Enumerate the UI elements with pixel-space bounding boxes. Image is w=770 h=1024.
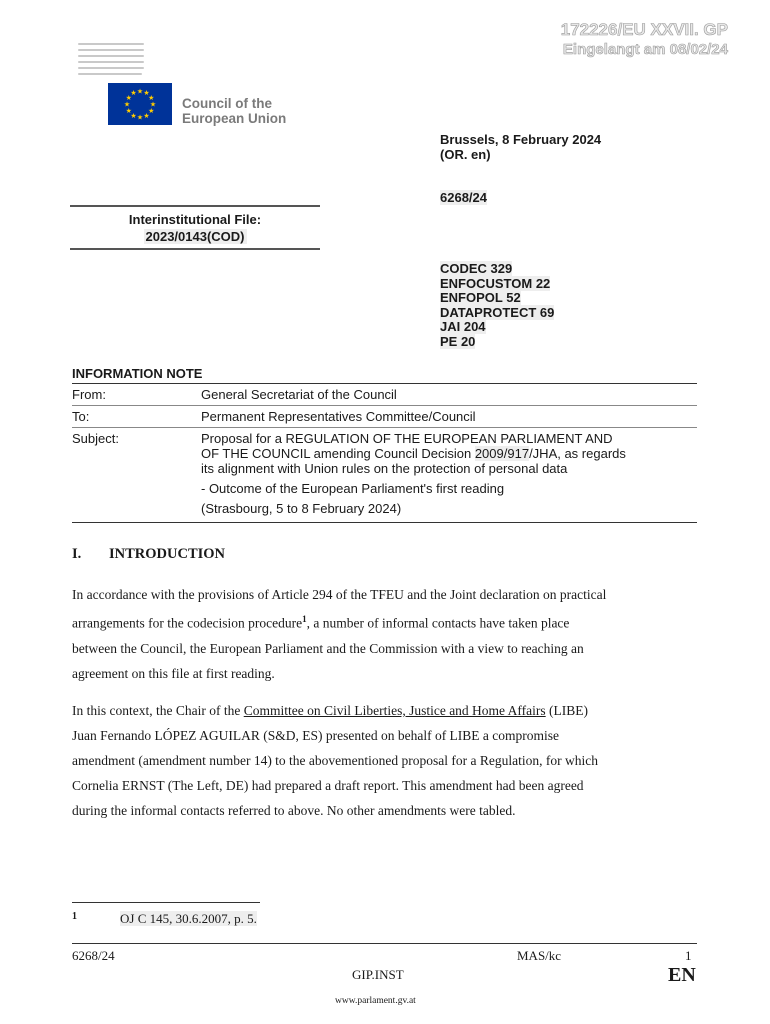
paragraph-1: In accordance with the provisions of Article 294 of the TFEU and the Joint declaration on practical arrangements for the codecision procedure$^1$, a number of informal contacts have taken place between the Council, the European Parliament and the Commission with a view to reaching an agreement on this file at first reading.	[72, 587, 607, 681]
section-heading	[72, 546, 225, 563]
decision-reference[interactable]: 2009/917	[474, 446, 530, 461]
to-value: Permanent Representatives Committee/Council	[201, 409, 476, 424]
footer-doc-number: 6268/24	[72, 948, 115, 963]
code-item: DATAPROTECT 69	[440, 304, 555, 320]
code-item: ENFOPOL 52	[440, 290, 521, 305]
code-item: CODEC 329	[440, 261, 513, 276]
footnote-text[interactable]: OJ C 145, 30.6.2007, p. 5.	[120, 911, 257, 926]
star-icon: ★	[123, 100, 131, 109]
council-name-line2: European Union	[182, 111, 287, 126]
star-icon: ★	[136, 113, 144, 122]
star-icon: ★	[130, 89, 137, 98]
to-label: To:	[72, 409, 90, 424]
note-title: INFORMATION NOTE	[72, 366, 203, 381]
subject-location: (Strasbourg, 5 to 8 February 2024)	[201, 501, 402, 516]
star-icon: ★	[148, 94, 155, 102]
note-row-to	[72, 406, 697, 428]
document-number: 6268/24	[440, 190, 487, 205]
eu-flag-icon	[108, 83, 172, 125]
footer-department: GIP.INST	[352, 967, 404, 982]
star-icon: ★	[136, 87, 144, 96]
receipt-stamp	[561, 20, 728, 60]
footnote	[72, 911, 257, 927]
interinstitutional-code[interactable]: 2023/0143(COD)	[145, 229, 245, 244]
from-value: General Secretariat of the Council	[201, 387, 397, 402]
star-icon: ★	[130, 111, 137, 120]
council-logo-lines	[78, 43, 144, 79]
footnote-divider	[72, 902, 260, 903]
page-number: 1	[685, 948, 692, 963]
code-item: ENFOCUSTOM 22	[440, 275, 551, 291]
stamp-reference: 172226/EU XXVII. GP	[560, 20, 728, 39]
subject-line: its alignment with Union rules on the protection of personal data	[201, 461, 568, 476]
council-logo-text	[182, 96, 286, 126]
classification-codes	[440, 262, 554, 349]
council-name-line1: Council of the	[182, 96, 272, 111]
paragraph-2: In this context, the Chair of the Committee on Civil Liberties, Justice and Home Affairs (LIBE) Juan Fernando LÓPEZ AGUILAR (S&D, ES) presented on behalf of LIBE a compromise amendment (amendment number 14) to the abovementioned proposal for a Regulation, for which Cornelia ERNST (The Left, DE) had prepared a draft report. This amendment had been agreed during the informal contacts referred to above. No other amendments were tabled.	[72, 703, 598, 818]
place-date-block	[440, 132, 601, 162]
star-icon: ★	[143, 89, 150, 98]
star-icon: ★	[143, 111, 150, 120]
star-icon: ★	[148, 107, 155, 115]
note-table	[72, 383, 697, 523]
subject-line: Proposal for a REGULATION OF THE EUROPEAN PARLIAMENT AND	[201, 431, 613, 446]
star-icon: ★	[125, 107, 132, 115]
star-icon: ★	[149, 100, 157, 109]
language-code: EN	[668, 964, 696, 986]
subject-line: OF THE COUNCIL amending Council Decision 2009/917/JHA, as regards	[201, 446, 626, 461]
subject-outcome: - Outcome of the European Parliament's first reading	[201, 481, 505, 496]
subject-value	[201, 431, 697, 519]
star-icon: ★	[125, 94, 132, 102]
interinstitutional-label: Interinstitutional File:	[128, 212, 262, 227]
code-item: JAI 204	[440, 319, 486, 334]
footnote-mark: 1	[72, 911, 77, 922]
interinstitutional-file-box	[70, 205, 320, 250]
section-title: INTRODUCTION	[109, 546, 226, 562]
note-row-subject	[72, 428, 697, 522]
subject-label: Subject:	[72, 431, 119, 446]
code-item: PE 20	[440, 333, 476, 349]
committee-link[interactable]: Committee on Civil Liberties, Justice and Home Affairs	[243, 703, 546, 718]
source-url[interactable]: www.parlament.gv.at	[335, 996, 416, 1006]
from-label: From:	[72, 387, 106, 402]
note-row-from	[72, 384, 697, 406]
stamp-received-date: Eingelangt am 08/02/24	[562, 41, 728, 58]
footer-initials: MAS/kc	[517, 948, 562, 963]
place-date: Brussels, 8 February 2024	[440, 132, 602, 147]
footer-divider	[72, 943, 697, 944]
section-number: I.	[72, 546, 82, 562]
original-language: (OR. en)	[440, 147, 491, 162]
footnote-reference[interactable]: 1	[302, 614, 307, 624]
